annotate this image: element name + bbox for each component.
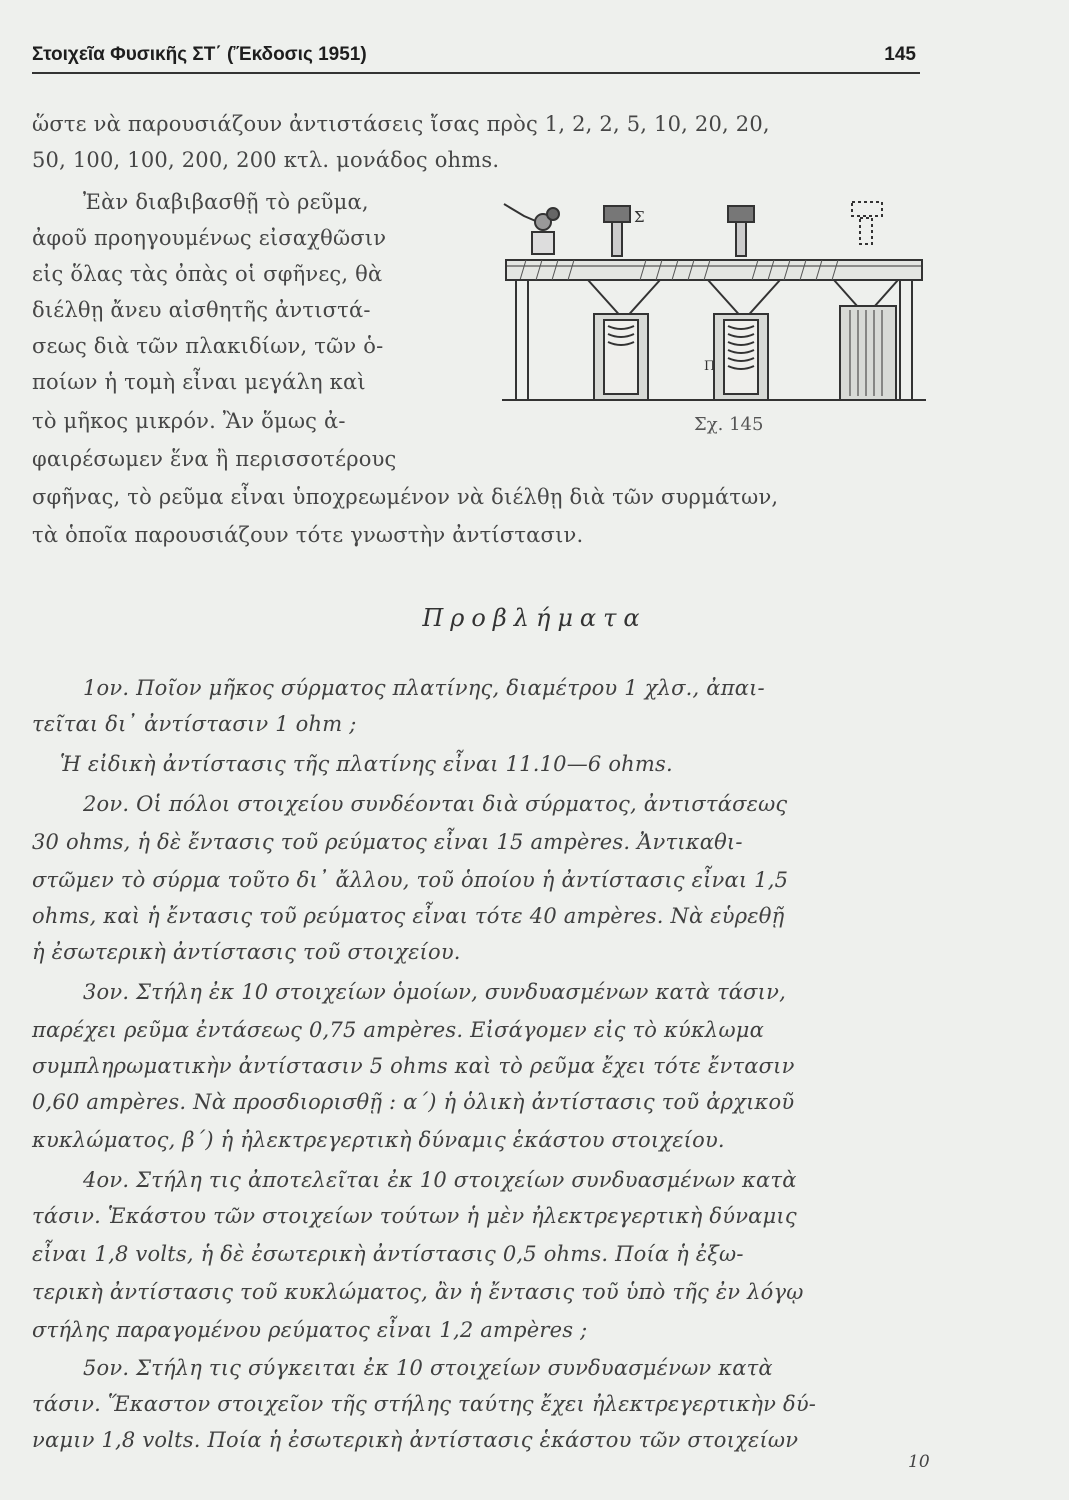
body-line: τὸ μῆκος μικρόν. Ἂν ὅμως ἀ- [32, 409, 346, 433]
problem-line: εἶναι 1,8 volts, ἡ δὲ ἐσωτερικὴ ἀντίστασις 0,5 ohms. Ποία ἡ ἐξω- [32, 1242, 744, 1266]
problem-line: Ἡ εἰδικὴ ἀντίστασις τῆς πλατίνης εἶναι 11.10—6 ohms. [60, 752, 673, 776]
body-line: διέλθῃ ἄνευ αἰσθητῆς ἀντιστά- [32, 298, 371, 322]
body-line: ἀφοῦ προηγουμένως εἰσαχθῶσιν [32, 226, 387, 250]
header-page-number: 145 [884, 44, 916, 65]
body-line: τὰ ὁποῖα παρουσιάζουν τότε γνωστὴν ἀντίστασιν. [32, 523, 584, 547]
problem-line: 1ον. Ποῖον μῆκος σύρματος πλατίνης, διαμέτρου 1 χλσ., ἀπαι- [83, 676, 765, 700]
problem-line: ἡ ἐσωτερικὴ ἀντίστασις τοῦ στοιχείου. [32, 940, 461, 964]
footer-signature-number: 10 [908, 1452, 930, 1472]
section-title: Προβλήματα [422, 604, 647, 632]
body-line: σεως διὰ τῶν πλακιδίων, τῶν ὁ- [32, 334, 384, 358]
problem-line: ναμιν 1,8 volts. Ποία ἡ ἐσωτερικὴ ἀντίστασις ἑκάστου τῶν στοιχείων [32, 1428, 799, 1452]
problem-line: ohms, καὶ ἡ ἔντασις τοῦ ρεύματος εἶναι τότε 40 ampères. Νὰ εὑρεθῇ [32, 904, 785, 928]
problem-line: 3ον. Στήλη ἐκ 10 στοιχείων ὁμοίων, συνδυασμένων κατὰ τάσιν, [83, 980, 786, 1004]
problem-line: 0,60 ampères. Νὰ προσδιορισθῇ : α΄) ἡ ὁλικὴ ἀντίστασις τοῦ ἀρχικοῦ [32, 1090, 795, 1114]
body-line: Ἐὰν διαβιβασθῇ τὸ ρεῦμα, [83, 190, 369, 214]
body-line: φαιρέσωμεν ἕνα ἢ περισσοτέρους [32, 447, 397, 471]
problem-line: τεῖται δι᾽ ἀντίστασιν 1 ohm ; [32, 712, 357, 736]
problem-line: τάσιν. Ἑκάστου τῶν στοιχείων τούτων ἡ μὲν ἠλεκτρεγερτικὴ δύναμις [32, 1204, 797, 1228]
problem-line: τερικὴ ἀντίστασις τοῦ κυκλώματος, ἂν ἡ ἔντασις τοῦ ὑπὸ τῆς ἐν λόγῳ [32, 1280, 804, 1304]
problem-line: 5ον. Στήλη τις σύγκειται ἐκ 10 στοιχείων συνδυασμένων κατὰ [83, 1356, 773, 1380]
body-line: εἰς ὅλας τὰς ὀπὰς οἱ σφῆνες, θὰ [32, 262, 383, 286]
problem-line: 2ον. Οἱ πόλοι στοιχείου συνδέονται διὰ σύρματος, ἀντιστάσεως [83, 792, 788, 816]
problem-line: 30 ohms, ἡ δὲ ἔντασις τοῦ ρεύματος εἶναι 15 ampères. Ἀντικαθι- [32, 830, 743, 854]
header-title: Στοιχεῖα Φυσικῆς ΣΤ΄ (Ἔκδοσις 1951) [32, 44, 367, 65]
figure-label-pi: Π [704, 359, 716, 374]
figure-label-sigma: Σ [634, 208, 645, 226]
problem-line: παρέχει ρεῦμα ἐντάσεως 0,75 ampères. Εἰσάγομεν εἰς τὸ κύκλωμα [32, 1018, 764, 1042]
problem-line: στήλης παραγομένου ρεύματος εἶναι 1,2 ampères ; [32, 1318, 588, 1342]
problem-line: συμπληρωματικὴν ἀντίστασιν 5 ohms καὶ τὸ ρεῦμα ἔχει τότε ἔντασιν [32, 1054, 795, 1078]
body-line: ποίων ἡ τομὴ εἶναι μεγάλη καὶ [32, 370, 366, 394]
problem-line: τάσιν. Ἕκαστον στοιχεῖον τῆς στήλης ταύτης ἔχει ἠλεκτρεγερτικὴν δύ- [32, 1392, 817, 1416]
problem-line: 4ον. Στήλη τις ἀποτελεῖται ἐκ 10 στοιχείων συνδυασμένων κατὰ [83, 1168, 797, 1192]
body-line: ὥστε νὰ παρουσιάζουν ἀντιστάσεις ἴσας πρὸς 1, 2, 2, 5, 10, 20, 20, [32, 112, 770, 136]
figure-caption: Σχ. 145 [694, 414, 764, 435]
body-line: σφῆνας, τὸ ρεῦμα εἶναι ὑποχρεωμένον νὰ διέλθῃ διὰ τῶν συρμάτων, [32, 485, 779, 509]
problem-line: στῶμεν τὸ σύρμα τοῦτο δι᾽ ἄλλου, τοῦ ὁποίου ἡ ἀντίστασις εἶναι 1,5 [32, 868, 789, 892]
resistance-box-figure [496, 192, 928, 444]
problem-line: κυκλώματος, β΄) ἡ ἠλεκτρεγερτικὴ δύναμις ἑκάστου στοιχείου. [32, 1128, 725, 1152]
running-header [32, 38, 920, 74]
body-line: 50, 100, 100, 200, 200 κτλ. μονάδος ohms. [32, 148, 500, 172]
